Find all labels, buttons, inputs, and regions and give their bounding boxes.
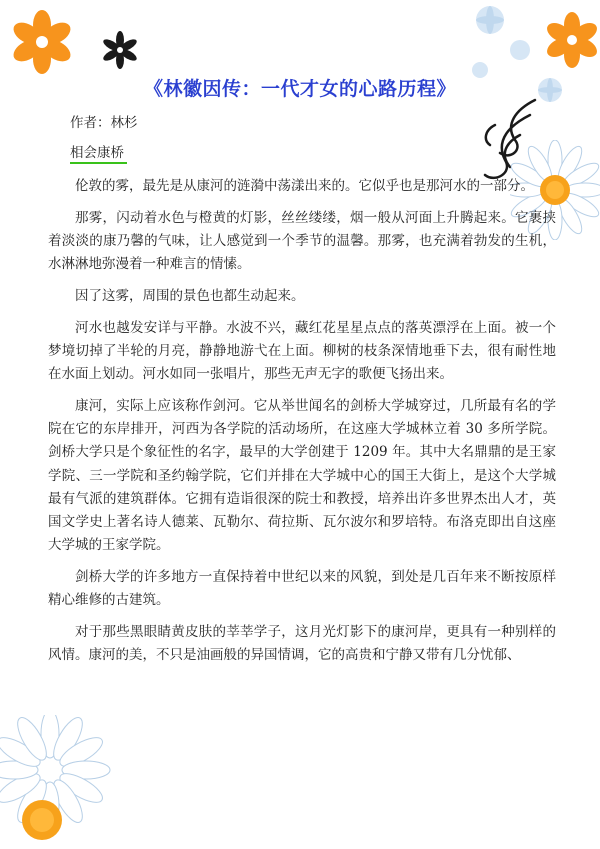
paragraph: 康河，实际上应该称作剑河。它从举世闻名的剑桥大学城穿过，几所最有名的学院在它的东岸排开，河西为各学院的活动场所，在这座大学城林立着 30 多所学院。剑桥大学只是个象征性的名字，最早的大学创建于 1209 年。其中大名鼎鼎的是王家学院、三一学院和圣约翰学院，它们并排在大学城中心的国王大街上，是这个大学城最有气派的建筑群体。它拥有造诣很深的院士和教授，培养出许多世界杰出人才，英国文学史上著名诗人德莱、瓦勒尔、荷拉斯、瓦尔波尔和罗培特。布洛克即出自这座大学城的王家学院。 bbox=[48, 398, 556, 554]
document-title: 《林徽因传：一代才女的心路历程》 bbox=[143, 78, 456, 100]
black-flower-icon bbox=[100, 30, 140, 70]
section-heading: 相会康桥 bbox=[70, 145, 124, 161]
orange-flower-topright-icon bbox=[544, 10, 600, 70]
orange-flower-topleft-icon bbox=[8, 8, 76, 76]
paragraph: 伦敦的雾，最先是从康河的涟漪中荡漾出来的。它似乎也是那河水的一部分。 bbox=[75, 178, 534, 194]
paragraph: 因了这雾，周围的景色也都生动起来。 bbox=[75, 288, 305, 304]
paragraph: 那雾，闪动着水色与橙黄的灯影，丝丝缕缕，烟一般从河面上升腾起来。它裹挟着淡淡的康乃馨的气味，让人感觉到一个季节的温馨。那雾，也充满着勃发的生机，水淋淋地弥漫着一种难言的情愫。 bbox=[48, 209, 556, 273]
paragraph: 河水也越发安详与平静。水波不兴，藏红花星星点点的落英漂浮在上面。被一个梦境切掉了半轮的月亮，静静地游弋在上面。柳树的枝条深情地垂下去，很有耐性地在水面上划动。河水如同一张唱片，那些无声无字的歌便飞扬出来。 bbox=[48, 319, 556, 383]
document-body bbox=[48, 175, 556, 676]
daisy-bottomleft-icon bbox=[0, 715, 120, 849]
author-line: 作者：林杉 bbox=[70, 115, 138, 131]
paragraph: 剑桥大学的许多地方一直保持着中世纪以来的风貌，到处是几百年来不断按原样精心维修的古建筑。 bbox=[48, 569, 556, 609]
paragraph: 对于那些黑眼睛黄皮肤的莘莘学子，这月光灯影下的康河岸，更具有一种别样的风情。康河的美，不只是油画般的异国情调，它的高贵和宁静又带有几分忧郁、 bbox=[48, 624, 556, 664]
section-underline bbox=[70, 162, 127, 164]
